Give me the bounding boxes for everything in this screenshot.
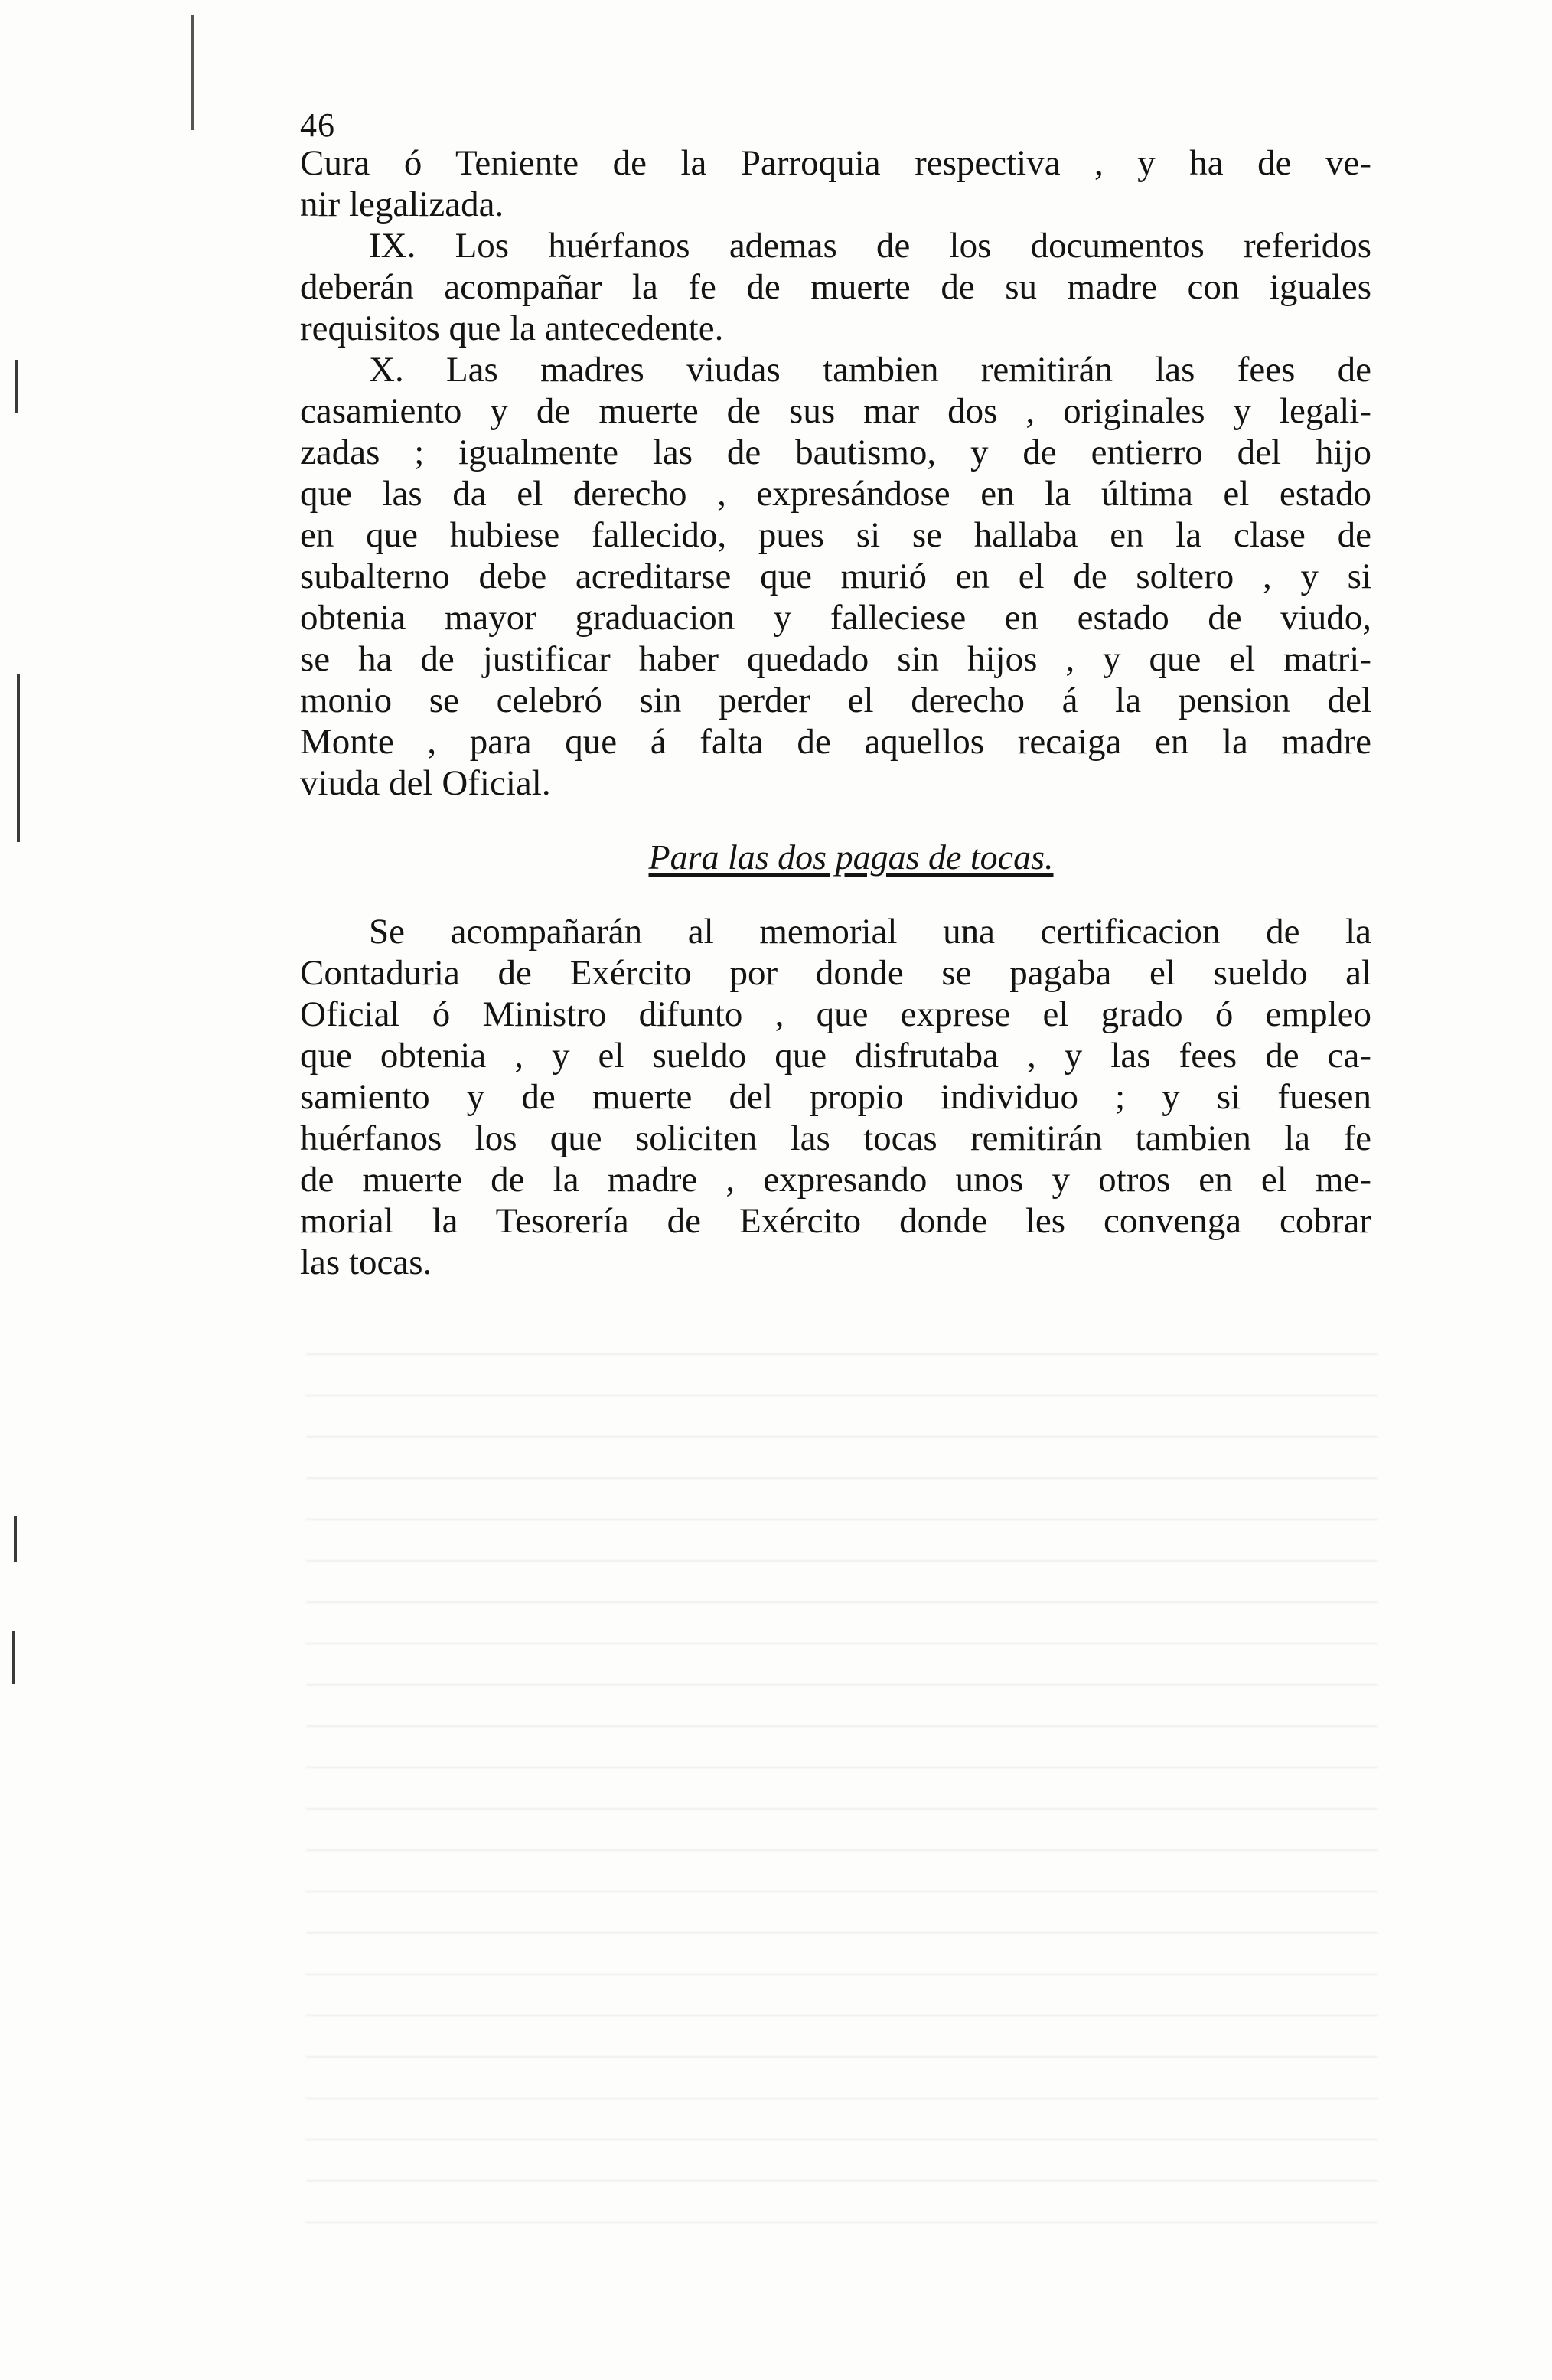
text-line: monio se celebró sin perder el derecho á la pension del (300, 681, 1371, 720)
section-gap (300, 880, 1371, 911)
text-line: en que hubiese fallecido, pues si se hallaba en la clase de (300, 515, 1371, 555)
scan-edge-mark (191, 15, 194, 130)
scan-edge-mark (12, 1631, 15, 1684)
text-line: nir legalizada. (300, 184, 504, 224)
section-gap (300, 804, 1371, 834)
text-line: de muerte de la madre , expresando unos y otros en el me- (300, 1160, 1371, 1200)
text-line: samiento y de muerte del propio individuo ; y si fuesen (300, 1077, 1371, 1117)
scan-edge-mark (14, 1516, 17, 1562)
text-line: que obtenia , y el sueldo que disfrutaba , y las fees de ca- (300, 1036, 1371, 1076)
page-number: 46 (300, 106, 335, 144)
text-line: subalterno debe acreditarse que murió en el de soltero , y si (300, 557, 1371, 596)
text-line: que las da el derecho , expresándose en la última el estado (300, 474, 1371, 514)
text-line: Oficial ó Ministro difunto , que exprese el grado ó empleo (300, 994, 1371, 1034)
text-line: las tocas. (300, 1242, 432, 1282)
text-line: zadas ; igualmente las de bautismo, y de entierro del hijo (300, 433, 1371, 472)
text-line: Contaduria de Exército por donde se pagaba el sueldo al (300, 953, 1371, 993)
text-line: X. Las madres viudas tambien remitirán las fees de (369, 350, 1371, 390)
text-line: obtenia mayor graduacion y falleciese en estado de viudo, (300, 598, 1371, 638)
show-through-text-ghost (306, 1317, 1378, 2235)
text-line: morial la Tesorería de Exército donde les convenga cobrar (300, 1201, 1371, 1241)
text-line: huérfanos los que soliciten las tocas remitirán tambien la fe (300, 1118, 1371, 1158)
body-text (300, 142, 1371, 1283)
text-line: IX. Los huérfanos ademas de los documentos referidos (369, 226, 1371, 266)
text-line: se ha de justificar haber quedado sin hijos , y que el matri- (300, 639, 1371, 679)
text-line: Se acompañarán al memorial una certificacion de la (369, 912, 1371, 952)
scan-edge-mark (17, 674, 20, 842)
text-line: casamiento y de muerte de sus mar dos , originales y legali- (300, 391, 1371, 431)
text-line: Cura ó Teniente de la Parroquia respectiva , y ha de ve- (300, 143, 1371, 183)
section-heading: Para las dos pagas de tocas. (648, 837, 1054, 877)
text-line: deberán acompañar la fe de muerte de su madre con iguales (300, 267, 1371, 307)
text-line: requisitos que la antecedente. (300, 309, 724, 348)
text-line: viuda del Oficial. (300, 763, 551, 803)
text-line: Monte , para que á falta de aquellos recaiga en la madre (300, 722, 1371, 762)
scan-edge-mark (15, 360, 18, 413)
